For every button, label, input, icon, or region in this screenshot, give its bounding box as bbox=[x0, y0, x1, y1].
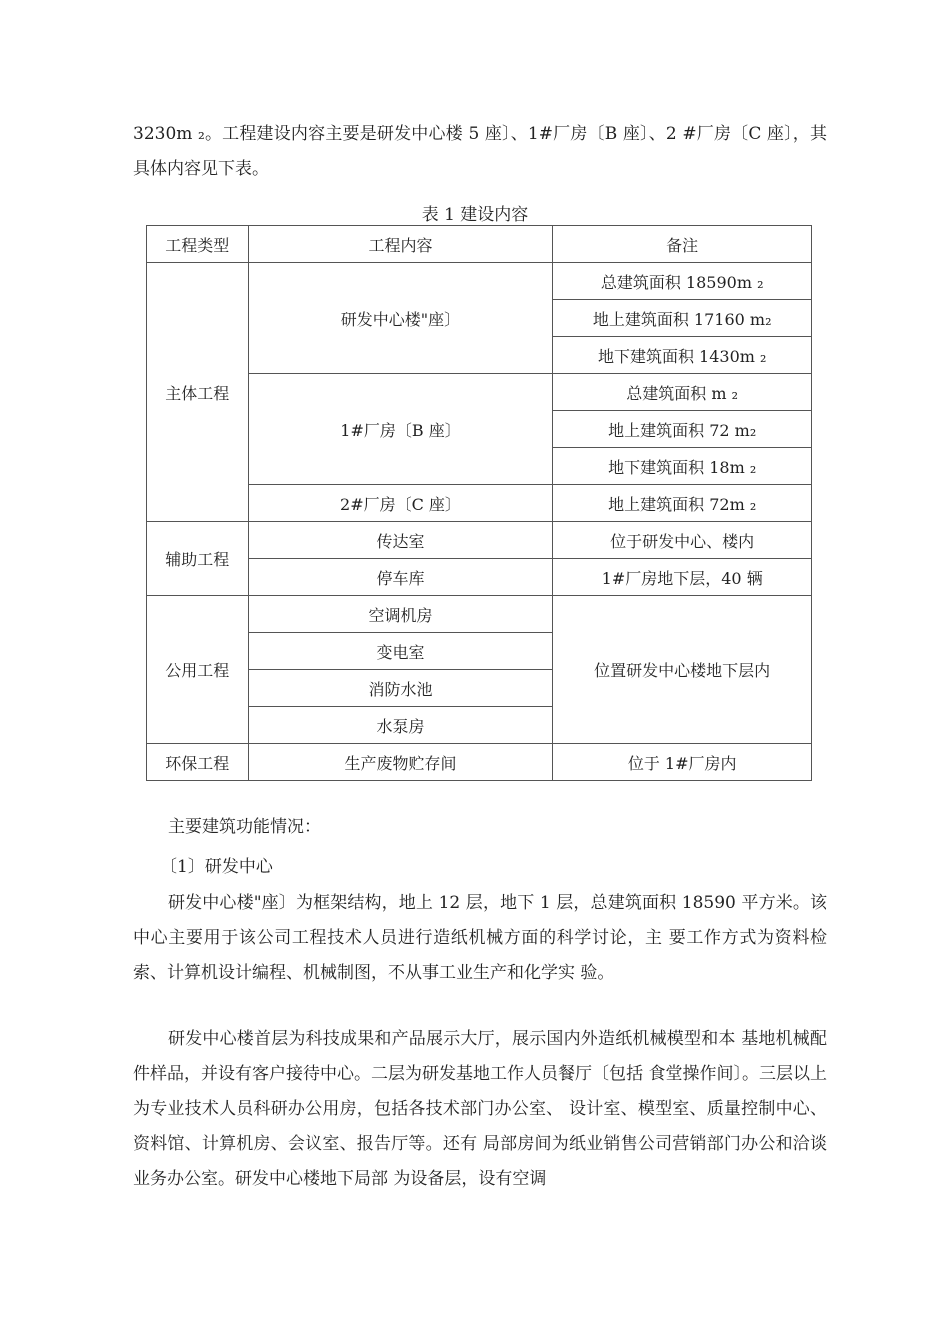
header-project-type: 工程类型 bbox=[147, 226, 249, 263]
note-reception: 位于研发中心、楼内 bbox=[553, 522, 812, 559]
item-pump-room: 水泵房 bbox=[248, 707, 553, 744]
table-header-row bbox=[147, 226, 812, 263]
table-row bbox=[147, 522, 812, 559]
note-waste-storage: 位于 1#厂房内 bbox=[553, 744, 812, 781]
table-row bbox=[147, 263, 812, 300]
item-fire-pool: 消防水池 bbox=[248, 670, 553, 707]
note-plant1-total: 总建筑面积 m ₂ bbox=[553, 374, 812, 411]
section-label: 主要建筑功能情况： bbox=[168, 817, 321, 837]
item-waste-storage: 生产废物贮存间 bbox=[248, 744, 553, 781]
item-substation: 变电室 bbox=[248, 633, 553, 670]
table-row bbox=[147, 596, 812, 633]
table-caption: 表 1 建设内容 bbox=[421, 205, 529, 225]
header-remarks: 备注 bbox=[553, 226, 812, 263]
header-project-content: 工程内容 bbox=[248, 226, 553, 263]
item-rd-building: 研发中心楼"座〕 bbox=[248, 263, 553, 374]
type-utility: 公用工程 bbox=[147, 596, 249, 744]
note-plant2-above: 地上建筑面积 72m ₂ bbox=[553, 485, 812, 522]
item-garage: 停车库 bbox=[248, 559, 553, 596]
note-plant1-below: 地下建筑面积 18m ₂ bbox=[553, 448, 812, 485]
note-plant1-above: 地上建筑面积 72 m₂ bbox=[553, 411, 812, 448]
item-plant-1: 1#厂房〔B 座〕 bbox=[248, 374, 553, 485]
note-rd-below: 地下建筑面积 1430m ₂ bbox=[553, 337, 812, 374]
type-environment: 环保工程 bbox=[147, 744, 249, 781]
note-garage: 1#厂房地下层，40 辆 bbox=[553, 559, 812, 596]
type-main: 主体工程 bbox=[147, 263, 249, 522]
construction-content-table bbox=[146, 225, 812, 781]
table-row bbox=[147, 744, 812, 781]
section-item: 〔1〕研发中心 bbox=[160, 857, 273, 877]
note-utility: 位置研发中心楼地下层内 bbox=[553, 596, 812, 744]
body-paragraph-1: 研发中心楼"座〕为框架结构，地上 12 层，地下 1 层，总建筑面积 18590 平方米。该中心主要用于该公司工程技术人员进行造纸机械方面的科学讨论，主 要工作方式为资料检索、计算机设计编程、机械制图，不从事工业生产和化学实 验。 bbox=[133, 893, 827, 983]
item-ac-room: 空调机房 bbox=[248, 596, 553, 633]
note-rd-above: 地上建筑面积 17160 m₂ bbox=[553, 300, 812, 337]
type-auxiliary: 辅助工程 bbox=[147, 522, 249, 596]
item-plant-2: 2#厂房〔C 座〕 bbox=[248, 485, 553, 522]
body-paragraph-2: 研发中心楼首层为科技成果和产品展示大厅，展示国内外造纸机械模型和本 基地机械配件样品，并设有客户接待中心。二层为研发基地工作人员餐厅〔包括 食堂操作间〕。三层以上为专业技术人员科研办公用房，包括各技术部门办公室、 设计室、模型室、质量控制中心、资料馆、计算机房、会议室、报告厅等。还有 局部房间为纸业销售公司营销部门办公和洽谈业务办公室。研发中心楼地下局部 为设备层，设有空调 bbox=[133, 1029, 827, 1189]
item-reception: 传达室 bbox=[248, 522, 553, 559]
note-rd-total: 总建筑面积 18590m ₂ bbox=[553, 263, 812, 300]
intro-paragraph: 3230m ₂。工程建设内容主要是研发中心楼 5 座〕、1#厂房〔B 座〕、2 #厂房〔C 座〕，其具体内容见下表。 bbox=[133, 124, 827, 179]
